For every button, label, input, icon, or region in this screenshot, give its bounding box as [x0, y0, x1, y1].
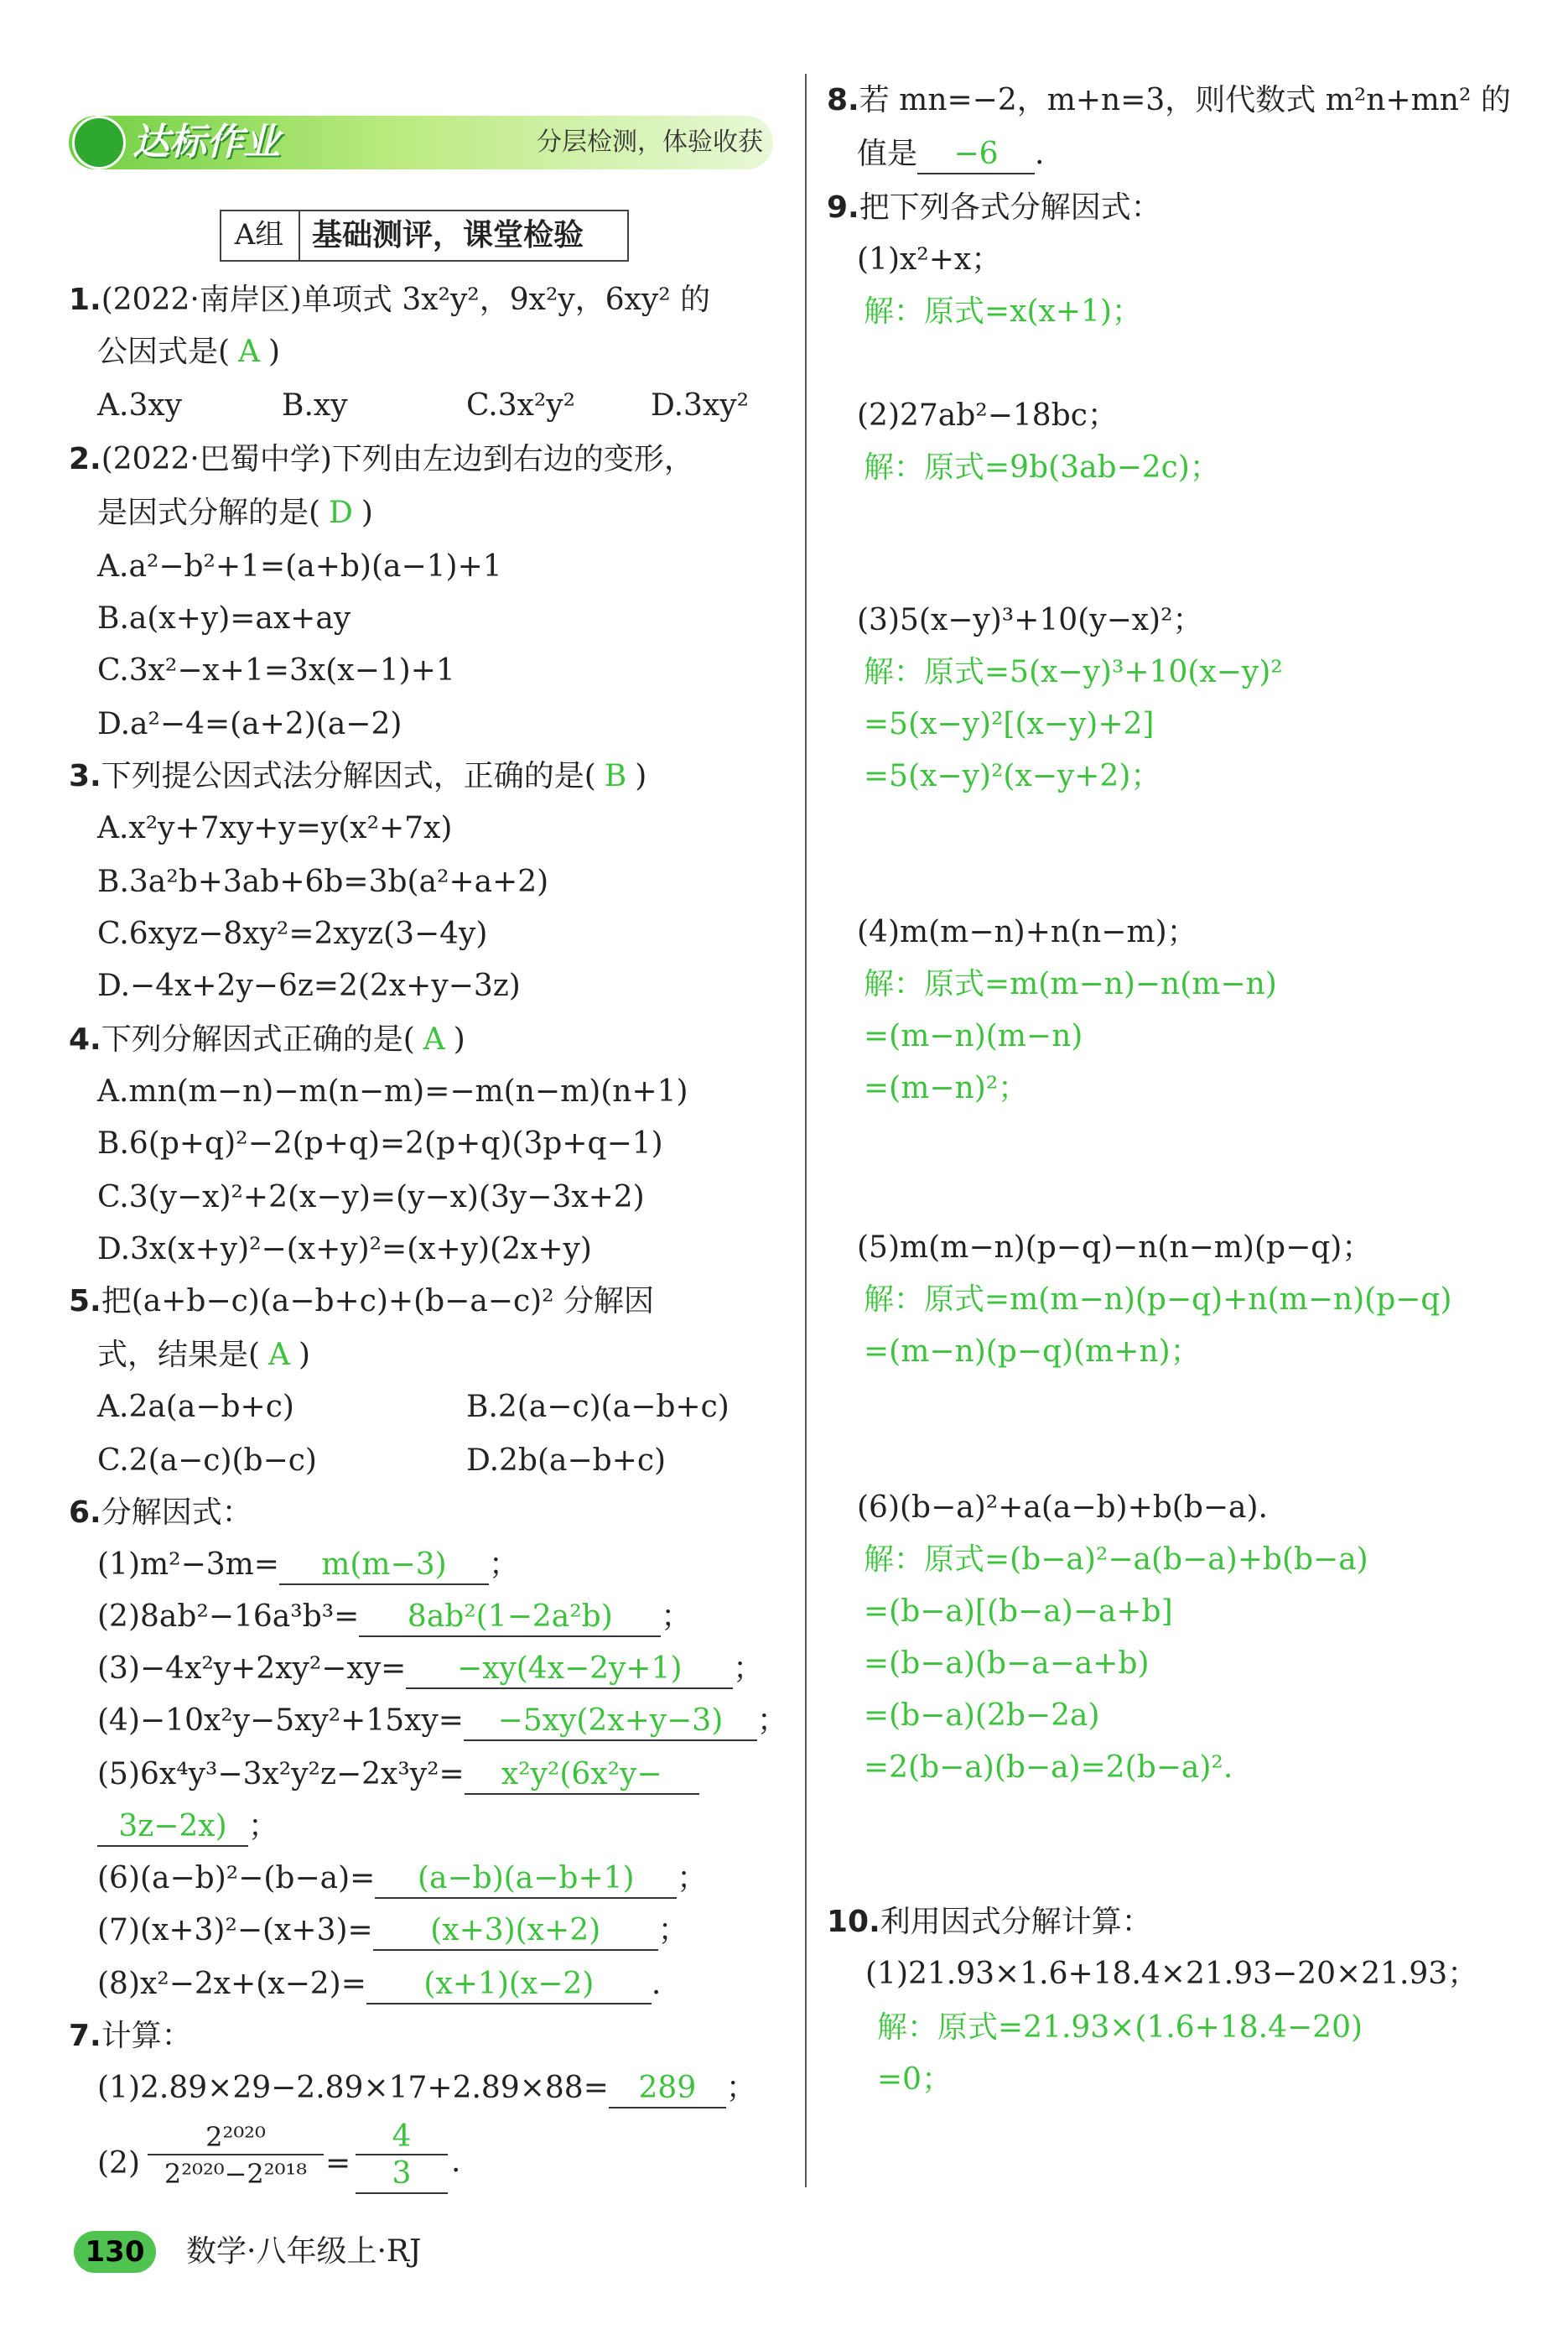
q7-numerator: 2²⁰²⁰ — [205, 2121, 266, 2153]
q7-fraction — [148, 2120, 324, 2192]
q6-item-4: (4)−10x²y−5xy²+15xy= −5xy(2x+y−3) ； — [97, 1703, 787, 1741]
question-5: 5.把(a+b−c)(a−b+c)+(b−a−c)² 分解因 — [69, 1284, 655, 1318]
question-1-stem: 公因式是( A ) — [97, 335, 281, 369]
q3-option-d: D.−4x+2y−6z=2(2x+y−3z) — [97, 969, 521, 1003]
question-8-stem: 值是 −6 . — [857, 136, 1044, 174]
question-5-stem: 式，结果是( A ) — [97, 1338, 311, 1372]
q4-option-c: C.3(y−x)²+2(x−y)=(y−x)(3y−3x+2) — [97, 1180, 645, 1214]
q6-item-5: (5)6x⁴y³−3x²y²z−2x³y²= x²y²(6x²y− — [97, 1756, 699, 1795]
q2-option-d: D.a²−4=(a+2)(a−2) — [97, 707, 402, 741]
q6-answer-1: m(m−3) — [279, 1547, 489, 1585]
q9-solution-3-line-3: =5(x−y)²(x−y+2)； — [864, 759, 1161, 793]
q3-option-c: C.6xyz−8xy²=2xyz(3−4y) — [97, 917, 488, 951]
column-divider — [805, 74, 807, 2187]
footer-text: 数学·八年级上·RJ — [186, 2234, 422, 2269]
q9-solution-4-line-2: =(m−n)(m−n) — [864, 1019, 1083, 1053]
q9-solution-6-line-1: 解：原式=(b−a)²−a(b−a)+b(b−a) — [864, 1542, 1368, 1577]
question-2: 2.(2022·巴蜀中学)下列由左边到右边的变形， — [69, 442, 694, 476]
q9-part-3: (3)5(x−y)³+10(y−x)²； — [857, 603, 1203, 637]
q9-solution-5-line-1: 解：原式=m(m−n)(p−q)+n(m−n)(p−q) — [864, 1282, 1452, 1317]
q6-item-8: (8)x²−2x+(x−2)= (x+1)(x−2) . — [97, 1966, 661, 2004]
q6-item-3: (3)−4x²y+2xy²−xy= −xy(4x−2y+1) ； — [97, 1651, 763, 1689]
q7-end: . — [451, 2145, 461, 2179]
group-title: 基础测评，课堂检验 — [312, 217, 584, 252]
q6-item-6: (6)(a−b)²−(b−a)= (a−b)(a−b+1) ； — [97, 1860, 707, 1899]
q9-solution-4-line-1: 解：原式=m(m−n)−n(m−n) — [864, 967, 1277, 1001]
q7-denominator: 2²⁰²⁰−2²⁰¹⁸ — [148, 2154, 324, 2192]
q10-solution-line-1: 解：原式=21.93×(1.6+18.4−20) — [877, 2010, 1363, 2045]
banner-title: 达标作业 — [132, 121, 280, 164]
answer-4: A — [423, 1022, 445, 1057]
answer-1: A — [238, 335, 261, 369]
answer-8: −6 — [917, 136, 1035, 174]
q9-solution-6-line-5: =2(b−a)(b−a)=2(b−a)². — [864, 1750, 1233, 1785]
q10-part-1: (1)21.93×1.6+18.4×21.93−20×21.93； — [865, 1957, 1478, 1991]
q4-option-d: D.3x(x+y)²−(x+y)²=(x+y)(2x+y) — [97, 1232, 592, 1266]
q4-option-b: B.6(p+q)²−2(p+q)=2(p+q)(3p+q−1) — [97, 1126, 663, 1161]
q2-option-a: A.a²−b²+1=(a+b)(a−1)+1 — [97, 549, 502, 584]
question-2-stem: 是因式分解的是( D ) — [97, 496, 373, 530]
q1-option-b: B.xy — [282, 388, 348, 423]
group-label: A组 — [220, 210, 300, 262]
q6-answer-5: x²y²(6x²y− — [465, 1756, 699, 1795]
pencil-icon — [72, 116, 126, 169]
q7-answer-1: 289 — [609, 2070, 726, 2108]
q10-solution-line-2: =0； — [877, 2062, 953, 2097]
q6-answer-5-cont: 3z−2x) — [97, 1808, 248, 1847]
answer-3: B — [604, 759, 627, 793]
q9-part-4: (4)m(m−n)+n(n−m)； — [857, 915, 1197, 949]
q5-option-c: C.2(a−c)(b−c) — [97, 1443, 317, 1478]
q7-answer-2 — [356, 2120, 448, 2194]
q9-part-5: (5)m(m−n)(p−q)−n(n−m)(p−q)； — [857, 1230, 1373, 1265]
q9-solution-3-line-2: =5(x−y)²[(x−y)+2] — [864, 707, 1155, 741]
q7-item-1: (1)2.89×29−2.89×17+2.89×88= 289 ； — [97, 2070, 756, 2108]
q9-solution-5-line-2: =(m−n)(p−q)(m+n)； — [864, 1334, 1201, 1369]
question-9: 9.把下列各式分解因式： — [827, 190, 1161, 225]
q2-option-b: B.a(x+y)=ax+ay — [97, 601, 351, 636]
q7-item-2-label: (2) — [97, 2146, 140, 2181]
q9-solution-6-line-4: =(b−a)(2b−2a) — [864, 1698, 1100, 1733]
q9-solution-2: 解：原式=9b(3ab−2c)； — [864, 450, 1220, 485]
q6-answer-8: (x+1)(x−2) — [366, 1966, 652, 2004]
q4-option-a: A.mn(m−n)−m(n−m)=−m(n−m)(n+1) — [97, 1074, 688, 1109]
q9-solution-4-line-3: =(m−n)²； — [864, 1071, 1029, 1105]
q9-solution-3-line-1: 解：原式=5(x−y)³+10(x−y)² — [864, 655, 1283, 689]
page-number: 130 — [74, 2231, 156, 2273]
q6-item-1: (1)m²−3m= m(m−3) ； — [97, 1547, 519, 1585]
q9-part-2: (2)27ab²−18bc； — [857, 398, 1118, 433]
q9-part-1: (1)x²+x； — [857, 242, 1002, 277]
q6-answer-6: (a−b)(a−b+1) — [375, 1860, 677, 1899]
q6-item-2: (2)8ab²−16a³b³= 8ab²(1−2a²b) ； — [97, 1599, 691, 1637]
question-6: 6.分解因式： — [69, 1495, 252, 1530]
question-4: 4.下列分解因式正确的是( A ) — [69, 1022, 465, 1057]
answer-2: D — [329, 496, 353, 530]
q6-answer-2: 8ab²(1−2a²b) — [359, 1599, 661, 1637]
q9-part-6: (6)(b−a)²+a(a−b)+b(b−a). — [857, 1490, 1268, 1525]
q1-option-d: D.3xy² — [651, 388, 749, 423]
question-1: 1.(2022·南岸区)单项式 3x²y²，9x²y，6xy² 的 — [69, 283, 711, 317]
q9-solution-1: 解：原式=x(x+1)； — [864, 294, 1142, 329]
q5-option-d: D.2b(a−b+c) — [466, 1443, 667, 1478]
q9-solution-6-line-3: =(b−a)(b−a−a+b) — [864, 1646, 1150, 1681]
q2-option-c: C.3x²−x+1=3x(x−1)+1 — [97, 653, 455, 688]
question-10: 10.利用因式分解计算： — [827, 1905, 1152, 1939]
q6-item-5-cont: 3z−2x) ； — [97, 1808, 278, 1847]
q7-equals: = — [325, 2146, 351, 2181]
q1-option-a: A.3xy — [97, 388, 182, 423]
q6-item-7: (7)(x+3)²−(x+3)= (x+3)(x+2) ； — [97, 1912, 688, 1951]
q5-option-a: A.2a(a−b+c) — [97, 1390, 294, 1424]
question-8: 8.若 mn=−2，m+n=3，则代数式 m²n+mn² 的 — [827, 83, 1511, 117]
q3-option-b: B.3a²b+3ab+6b=3b(a²+a+2) — [97, 865, 549, 899]
q3-option-a: A.x²y+7xy+y=y(x²+7x) — [97, 811, 453, 845]
answer-5: A — [268, 1338, 291, 1372]
q7-answer-denominator: 3 — [356, 2154, 448, 2192]
q5-option-b: B.2(a−c)(a−b+c) — [466, 1390, 729, 1424]
q9-solution-6-line-2: =(b−a)[(b−a)−a+b] — [864, 1594, 1173, 1629]
q1-option-c: C.3x²y² — [466, 388, 576, 423]
q6-answer-4: −5xy(2x+y−3) — [464, 1703, 757, 1741]
question-3: 3.下列提公因式法分解因式，正确的是( B ) — [69, 759, 647, 793]
q7-answer-numerator: 4 — [392, 2119, 412, 2154]
banner-subtitle: 分层检测，体验收获 — [537, 127, 763, 157]
q6-answer-3: −xy(4x−2y+1) — [406, 1651, 733, 1689]
question-7: 7.计算： — [69, 2019, 192, 2053]
q6-answer-7: (x+3)(x+2) — [373, 1912, 658, 1951]
